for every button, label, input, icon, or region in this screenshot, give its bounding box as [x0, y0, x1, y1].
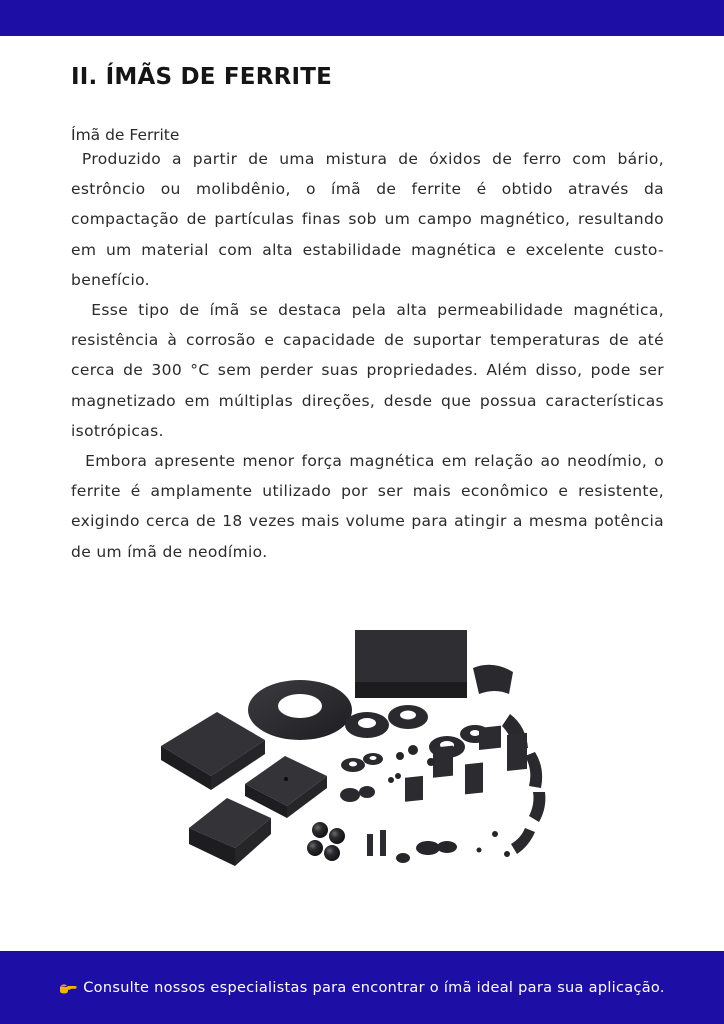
pointing-hand-icon: [59, 981, 77, 995]
body-text: [71, 144, 670, 567]
footer-text: Consulte nossos especialistas para encontrar o ímã ideal para sua aplicação.: [83, 979, 665, 996]
section-subtitle: Ímã de Ferrite: [71, 126, 180, 144]
paragraph-comparison: Embora apresente menor força magnética em relação ao neodímio, o ferrite é amplamente utilizado por ser mais econômico e resistente, exigindo cerca de 18 vezes mais volume para atingir a mesma potência de um ímã de neodímio.: [71, 452, 670, 561]
paragraph-production: Produzido a partir de uma mistura de óxidos de ferro com bário, estrôncio ou molibdênio, o ímã de ferrite é obtido através da compactação de partículas finas sob um campo magnético, resultando em um material com alta estabilidade magnética e excelente custo-benefício.: [71, 150, 670, 289]
footer-bar: [0, 951, 724, 1024]
page-title: II. ÍMÃS DE FERRITE: [71, 64, 333, 90]
sphere-magnets: [307, 822, 345, 861]
large-block-magnet: [355, 630, 467, 698]
footer-message: [59, 980, 664, 996]
ferrite-magnets-photo: [155, 622, 570, 877]
paragraph-properties: Esse tipo de ímã se destaca pela alta permeabilidade magnética, resistência à corrosão e capacidade de suportar temperaturas de até cerca de 300 °C sem perder suas propriedades. Além disso, pode ser magnetizado em múltiplas direções, desde que possua características isotrópicas.: [71, 301, 670, 440]
large-ring-magnet: [248, 680, 352, 740]
top-bar: [0, 0, 724, 36]
